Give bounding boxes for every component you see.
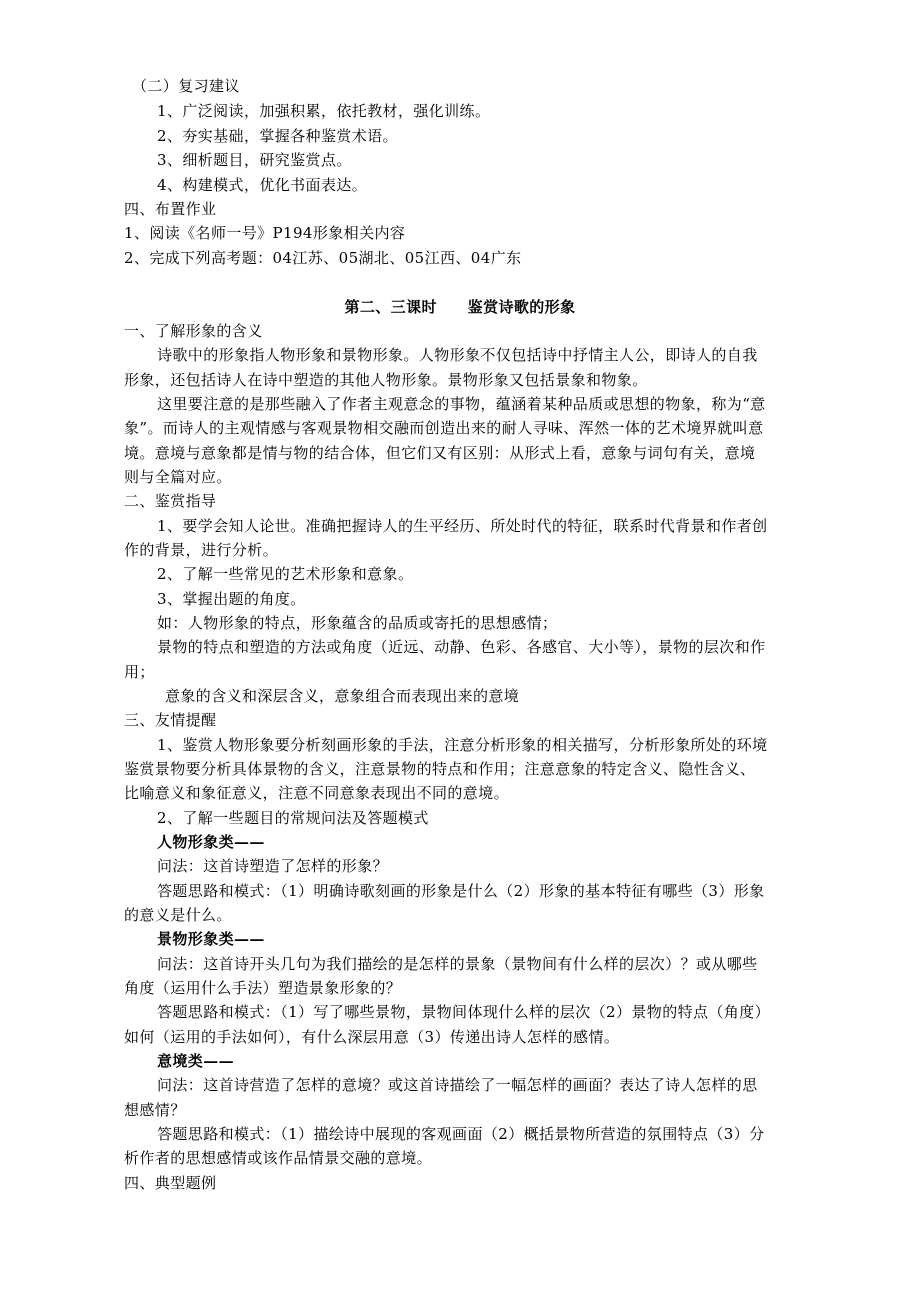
section-1-heading: 一、了解形象的含义: [124, 322, 263, 340]
paragraph-line: 2、了解一些常见的艺术形象和意象。: [157, 565, 414, 583]
paragraph-line: 角度（运用什么手法）塑造景象形象的？: [124, 979, 402, 997]
section-3-heading: 三、友情提醒: [124, 711, 217, 729]
subheading-character-image: 人物形象类——: [157, 833, 265, 851]
subheading-scenery-image: 景物形象类——: [157, 930, 265, 948]
suggestion-item-3: 3、细析题目，研究鉴赏点。: [157, 151, 352, 169]
paragraph-line: 答题思路和模式：（1）明确诗歌刻画的形象是什么（2）形象的基本特征有哪些（3）形象: [157, 882, 765, 900]
section-4-heading: 四、典型题例: [124, 1174, 217, 1192]
suggestion-item-2: 2、夯实基础，掌握各种鉴赏术语。: [157, 127, 398, 145]
homework-item-2: 2、完成下列高考题：04江苏、05湖北、05江西、04广东: [124, 249, 522, 267]
paragraph-line: 析作者的思想感情或该作品情景交融的意境。: [124, 1149, 433, 1167]
paragraph-line: 意象的含义和深层含义，意象组合而表现出来的意境: [165, 687, 520, 705]
suggestion-item-1: 1、广泛阅读，加强积累，依托教材，强化训练。: [157, 102, 491, 120]
paragraph-line: 如：人物形象的特点，形象蕴含的品质或寄托的思想感情；: [157, 614, 558, 632]
paragraph-line: 1、要学会知人论世。准确把握诗人的生平经历、所处时代的特征，联系时代背景和作者创: [157, 517, 768, 535]
paragraph-line: 的意义是什么。: [124, 906, 232, 924]
paragraph-line: 比喻意义和象征意义，注意不同意象表现出不同的意境。: [124, 784, 510, 802]
paragraph-line: 用；: [124, 663, 155, 681]
paragraph-line: 则与全篇对应。: [124, 468, 232, 486]
paragraph-line: 境。意境与意象都是情与物的结合体，但它们又有区别：从形式上看，意象与词句有关，意境: [124, 444, 756, 462]
paragraph-line: 想感情？: [124, 1101, 186, 1119]
suggestion-item-4: 4、构建模式，优化书面表达。: [157, 176, 368, 194]
paragraph-line: 象”。而诗人的主观情感与客观景物相交融而创造出来的耐人寻味、浑然一体的艺术境界就叫意: [124, 419, 764, 437]
paragraph-line: 景物的特点和塑造的方法或角度（近远、动静、色彩、各感官、大小等），景物的层次和作: [157, 638, 766, 656]
homework-heading: 四、布置作业: [124, 200, 217, 218]
paragraph-line: 这里要注意的是那些融入了作者主观意念的事物，蕴涵着某种品质或思想的物象，称为“意: [157, 395, 766, 413]
review-suggestions-heading: （二）复习建议: [132, 77, 240, 95]
paragraph-line: 诗歌中的形象指人物形象和景物形象。人物形象不仅包括诗中抒情主人公，即诗人的自我: [157, 346, 758, 364]
paragraph-line: 如何（运用的手法如何），有什么深层用意（3）传递出诗人怎样的感情。: [124, 1028, 620, 1046]
homework-item-1: 1、阅读《名师一号》P194形象相关内容: [124, 224, 406, 242]
paragraph-line: 1、鉴赏人物形象要分析刻画形象的手法，注意分析形象的相关描写，分析形象所处的环境: [157, 736, 768, 754]
paragraph-line: 2、了解一些题目的常规问法及答题模式: [157, 809, 429, 827]
paragraph-line: 答题思路和模式：（1）描绘诗中展现的客观画面（2）概括景物所营造的氛围特点（3）分: [157, 1125, 765, 1143]
subheading-artistic-conception: 意境类——: [157, 1052, 235, 1070]
paragraph-line: 形象，还包括诗人在诗中塑造的其他人物形象。景物形象又包括景象和物象。: [124, 371, 648, 389]
lesson-title: 第二、三课时 鉴赏诗歌的形象: [344, 298, 576, 316]
paragraph-line: 问法：这首诗开头几句为我们描绘的是怎样的景象（景物间有什么样的层次）？或从哪些: [157, 955, 758, 973]
paragraph-line: 鉴赏景物要分析具体景物的含义，注意景物的特点和作用；注意意象的特定含义、隐性含义、: [124, 760, 756, 778]
paragraph-line: 作的背景，进行分析。: [124, 541, 279, 559]
paragraph-line: 问法：这首诗营造了怎样的意境？或这首诗描绘了一幅怎样的画面？表达了诗人怎样的思: [157, 1076, 758, 1094]
section-2-heading: 二、鉴赏指导: [124, 492, 217, 510]
paragraph-line: 答题思路和模式：（1）写了哪些景物，景物间体现什么样的层次（2）景物的特点（角度）: [157, 1003, 770, 1021]
paragraph-line: 3、掌握出题的角度。: [157, 590, 306, 608]
paragraph-line: 问法：这首诗塑造了怎样的形象？: [157, 857, 389, 875]
